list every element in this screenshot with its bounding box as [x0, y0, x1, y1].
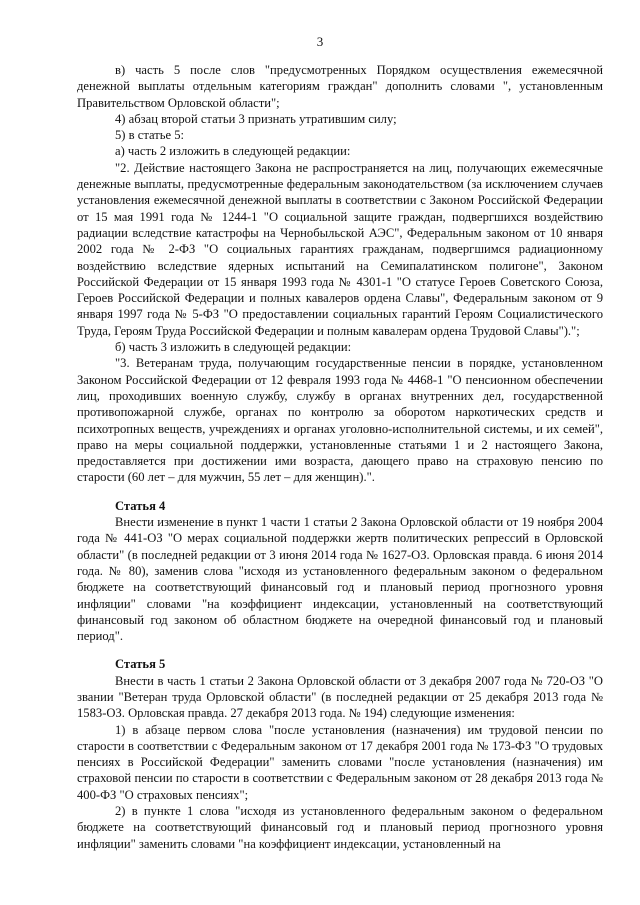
paragraph-item-4: 4) абзац второй статьи 3 признать утратившим силу; [115, 111, 397, 126]
article-5-intro: Внести в часть 1 статьи 2 Закона Орловской области от 3 декабря 2007 года № 720-ОЗ "О звании "Ветеран труда Орловской области" (в последней редакции от 25 декабря 2013 года № 1583-ОЗ. Орловская правда. 27 декабря 2013 года. № 194) следующие изменения: [77, 673, 603, 721]
article-5-heading: Статья 5 [115, 657, 166, 672]
paragraph-item-b: б) часть 3 изложить в следующей редакции: [115, 340, 352, 355]
paragraph-item-v: в) часть 5 после слов "предусмотренных Порядком осуществления ежемесячной денежной выплаты отдельным категориям граждан" дополнить словами ", установленным Правительством Орловской области"; [77, 63, 603, 110]
paragraph-part-2-text: "2. Действие настоящего Закона не распространяется на лиц, получающих ежемесячные денежные выплаты, предусмотренные федеральным законодательством (за исключением случаев установления ежемесячной денежной выплаты в соответствии с Законом Российской Федерации от 15 мая 1991 года № 1244-1 "О социальной защите граждан, подвергшихся воздействию радиации вследствие катастрофы на Чернобыльской АЭС", Федеральным законом от 10 января 2002 года № 2-ФЗ "О социальных гарантиях гражданам, подвергшимся радиационному воздействию вследствие ядерных испытаний на Семипалатинском полигоне", Законом Российской Федерации от 15 января 1993 года № 4301-1 "О статусе Героев Советского Союза, Героев Российской Федерации и полных кавалеров ордена Славы", Федеральным законом от 9 января 1997 года № 5-ФЗ "О предоставлении социальных гарантий Героям Социалистического Труда, Героям Труда Российской Федерации и полным кавалерам ордена Трудовой Славы")."; [77, 160, 603, 338]
page-number: 3 [316, 34, 324, 49]
document-body [77, 62, 603, 852]
article-5-item-2: 2) в пункте 1 слова "исходя из установленного федеральным законом о федеральном бюджете на соответствующий финансовый год и плановый период прогнозного уровня инфляции" заменить словами "на коэффициент индексации, установленный на [77, 804, 603, 851]
article-4-heading: Статья 4 [115, 498, 166, 513]
paragraph-item-5: 5) в статье 5: [115, 128, 185, 143]
paragraph-part-3-text: "3. Ветеранам труда, получающим государственные пенсии в порядке, установленном Законом Российской Федерации от 12 февраля 1993 года № 4468-1 "О пенсионном обеспечении лиц, проходивших военную службу, службу в органах внутренних дел, государственной противопожарной службе, органах по контролю за оборотом наркотических средств и психотропных веществ, учреждениях и органах уголовно-исполнительной системы, и их семей", право на меры социальной поддержки, установленные статьями 1 и 2 настоящего Закона, предоставляется при достижении ими возраста, дающего право на страховую пенсию по старости (60 лет – для мужчин, 55 лет – для женщин).". [77, 356, 603, 485]
article-5-item-1: 1) в абзаце первом слова "после установления (назначения) им трудовой пенсии по старости в соответствии с Федеральным законом от 17 декабря 2001 года № 173-ФЗ "О трудовых пенсиях в Российской Федерации" заменить словами "после установления (назначения) им страховой пенсии по старости в соответствии с Федеральным законом от 28 декабря 2013 года № 400-ФЗ "О страховых пенсиях"; [77, 722, 603, 802]
article-4-text: Внести изменение в пункт 1 части 1 статьи 2 Закона Орловской области от 19 ноября 2004 года № 441-ОЗ "О мерах социальной поддержки жертв политических репрессий в Орловской области" (в последней редакции от 3 июня 2014 года № 1627-ОЗ. Орловская правда. 6 июня 2014 года. № 80), заменив слова "исходя из установленного федеральным законом о федеральном бюджете на соответствующий финансовый год и плановый период прогнозного уровня инфляции" словами "на коэффициент индексации, установленный на соответствующий финансовый год законом об областном бюджете на очередной финансовый год и плановый период". [77, 515, 603, 644]
paragraph-item-a: а) часть 2 изложить в следующей редакции: [115, 144, 351, 159]
